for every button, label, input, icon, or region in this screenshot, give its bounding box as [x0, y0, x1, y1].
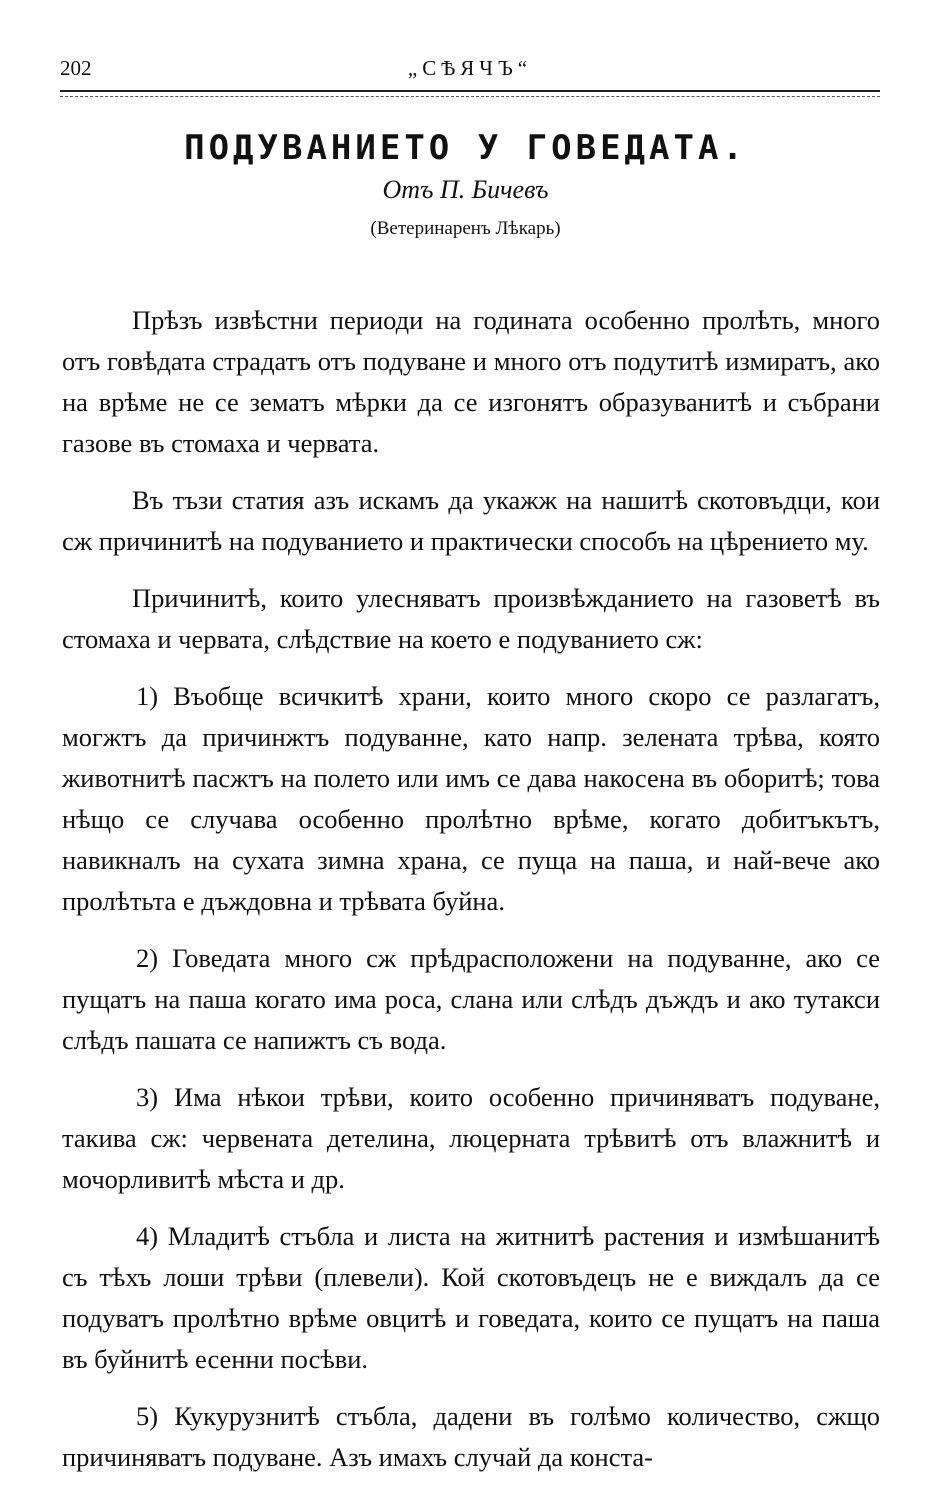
journal-name: „СѢЯЧЪ“: [407, 56, 533, 80]
list-item: 1) Въобще всичкитѣ храни, които много скоро се разлагатъ, могжтъ да причинжтъ подуванне, като напр. зелената трѣва, която животнитѣ пасжтъ на полето или имъ се дава накосена въ оборитѣ; това нѣщо се случава особенно пролѣтно врѣме, когато добитъкътъ, навикналъ на сухата зимна храна, се пуща на паша, и най-вече ако пролѣтьта е дъждовна и трѣвата буйна.: [62, 681, 880, 916]
list-item: 4) Младитѣ стъбла и листа на житнитѣ растения и измѣшанитѣ съ тѣхъ лоши трѣви (плевели). Кой скотовъдецъ не е виждалъ да се подуватъ пролѣтно врѣме овцитѣ и говедата, които се пущатъ на паша въ буйнитѣ есенни посѣви.: [62, 1221, 880, 1374]
page-number: 202: [60, 56, 92, 80]
article-body: [62, 300, 880, 1494]
header-rule: [60, 90, 880, 92]
paragraph: Въ тъзи статия азъ искамъ да укажж на нашитѣ скотовъдци, кои сж причинитѣ на подуванието и практически способъ на цѣрението му.: [62, 485, 880, 556]
article-title: ПОДУВАНИЕТО У ГОВЕДАТА.: [184, 128, 747, 168]
list-item: 5) Кукурузнитѣ стъбла, дадени въ голѣмо количество, сжщо причиняватъ подуване. Азъ имахъ случай да конста-: [62, 1401, 880, 1472]
paragraph: Прѣзъ извѣстни периоди на годината особенно пролѣть, много отъ говѣдата страдатъ отъ подуване и много отъ подутитѣ измиратъ, ако на врѣме не се зематъ мѣрки да се изгонятъ образуванитѣ и събрани газове въ стомаха и червата.: [62, 305, 880, 458]
header-rule-dashed: [60, 96, 880, 97]
running-head: [60, 56, 880, 84]
paragraph: Причинитѣ, които улесняватъ произвѣжданието на газоветѣ въ стомаха и червата, слѣдствие на което е подуванието сж:: [62, 583, 880, 654]
article-author-role: (Ветеринаренъ Лѣкарь): [370, 218, 561, 239]
list-item: 3) Има нѣкои трѣви, които особенно причиняватъ подуване, такива сж: червената детелина, люцерната трѣвитѣ отъ влажнитѣ и мочорливитѣ мѣста и др.: [62, 1082, 880, 1194]
list-item: 2) Говедата много сж прѣдрасположени на подуванне, ако се пущатъ на паша когато има роса, слана или слѣдъ дъждъ и ако тутакси слѣдъ пашата се напижтъ съ вода.: [62, 943, 880, 1055]
article-author: Отъ П. Бичевъ: [382, 175, 549, 204]
